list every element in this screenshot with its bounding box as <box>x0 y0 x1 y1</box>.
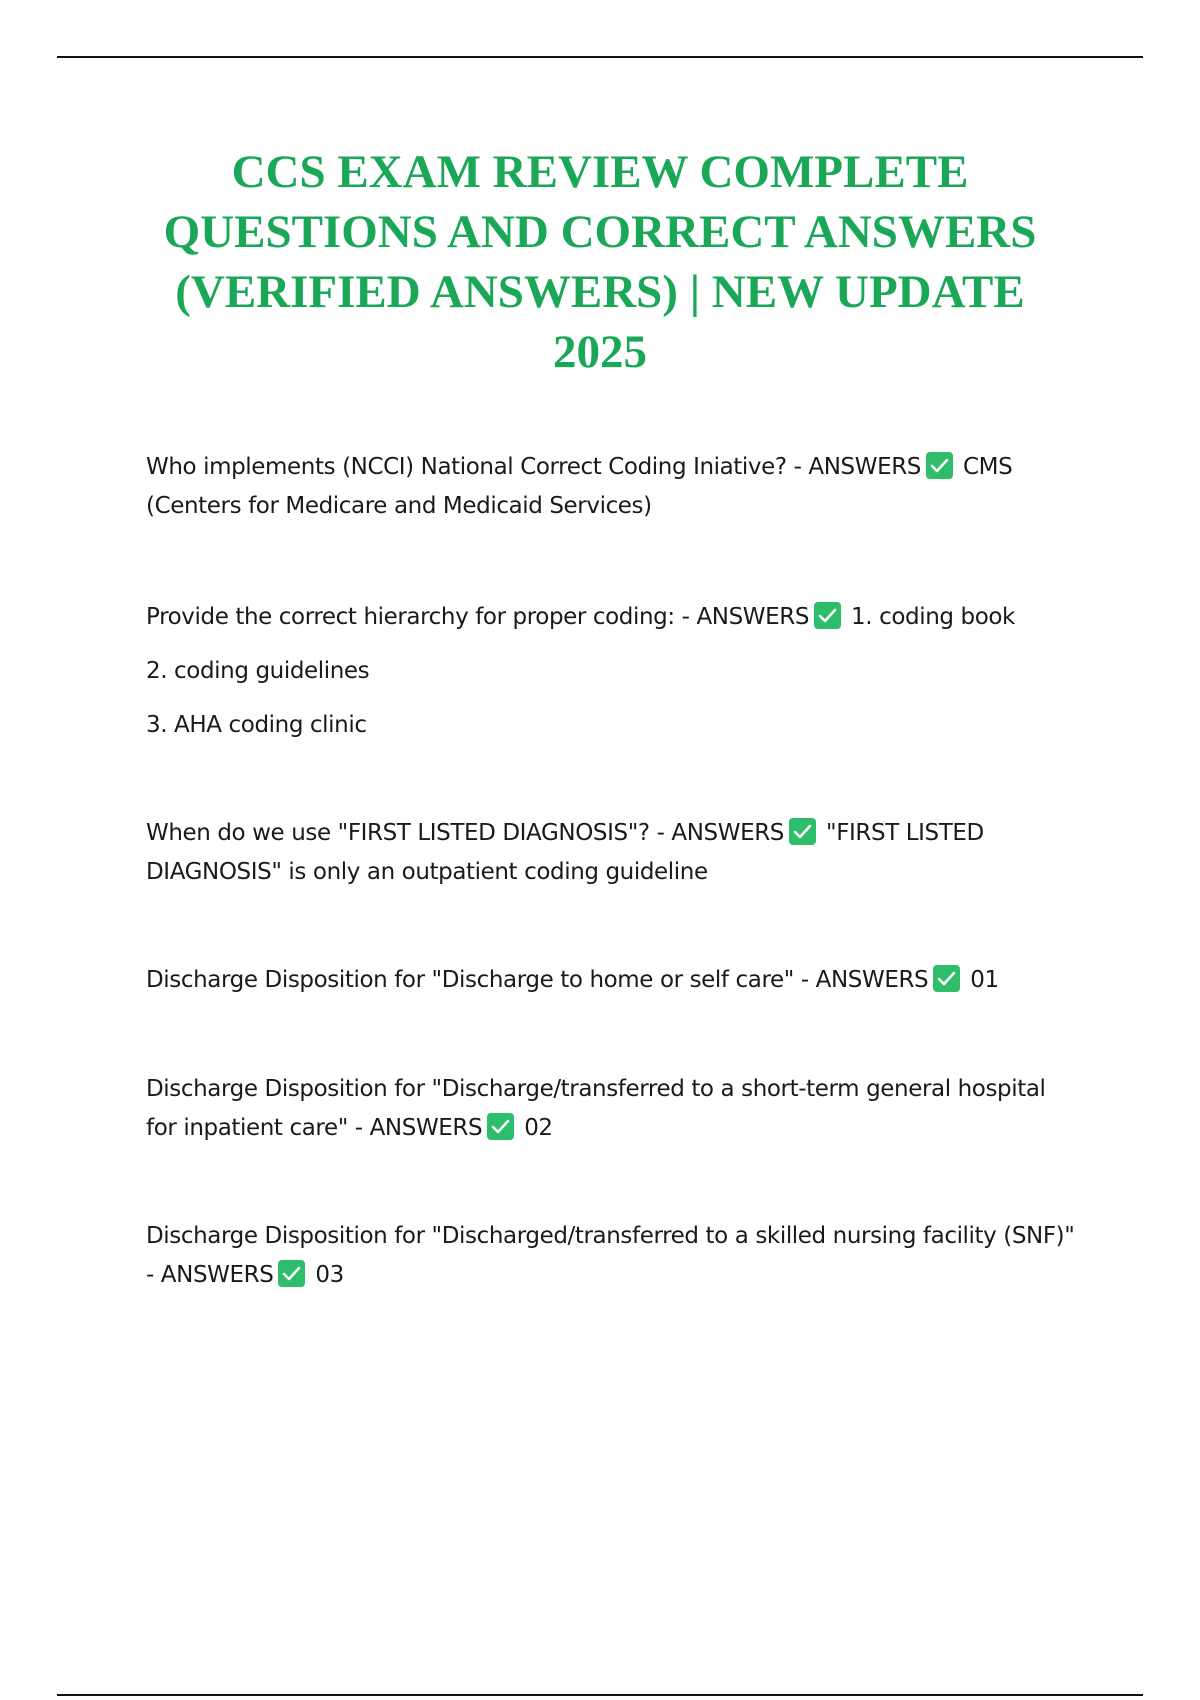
answer-text: "FIRST LISTED DIAGNOSIS" is only an outpatient coding guideline <box>146 820 984 885</box>
answer-text: 1. coding book <box>851 604 1015 630</box>
question-text: Discharge Disposition for "Discharge/transferred to a short-term general hospital for inpatient care" - ANSWERS <box>146 1076 1046 1141</box>
qa-item-5 <box>146 1070 1076 1148</box>
answer-text: 03 <box>315 1262 344 1288</box>
footer-rule <box>57 1694 1143 1696</box>
qa-text <box>146 448 1076 526</box>
check-box-icon <box>926 452 953 479</box>
qa-item-6 <box>146 1217 1076 1295</box>
qa-text <box>146 814 1076 892</box>
title-line-3: (VERIFIED ANSWERS) | NEW UPDATE <box>175 266 1025 318</box>
answer-text: 02 <box>524 1115 553 1141</box>
qa-item-1 <box>146 448 1076 526</box>
document-title <box>150 142 1050 382</box>
question-text: Who implements (NCCI) National Correct Coding Iniative? - ANSWERS <box>146 454 922 480</box>
check-box-icon <box>814 602 841 629</box>
question-text: Provide the correct hierarchy for proper coding: - ANSWERS <box>146 604 810 630</box>
qa-item-3 <box>146 814 1076 892</box>
title-line-2: QUESTIONS AND CORRECT ANSWERS <box>163 206 1037 258</box>
question-text: Discharge Disposition for "Discharge to home or self care" - ANSWERS <box>146 967 929 993</box>
qa-text <box>146 961 1076 1000</box>
qa-item-2 <box>146 598 1076 745</box>
qa-text <box>146 1217 1076 1295</box>
answer-line: 2. coding guidelines <box>146 658 370 684</box>
title-line-4: 2025 <box>553 326 647 378</box>
check-box-icon <box>487 1113 514 1140</box>
question-text: Discharge Disposition for "Discharged/transferred to a skilled nursing facility (SNF)" - ANSWERS <box>146 1223 1075 1288</box>
check-box-icon <box>933 965 960 992</box>
qa-text <box>146 1070 1076 1148</box>
check-box-icon <box>789 818 816 845</box>
answer-line: 3. AHA coding clinic <box>146 712 367 738</box>
answer-text: CMS (Centers for Medicare and Medicaid Services) <box>146 454 1013 519</box>
answer-text: 01 <box>970 967 999 993</box>
check-box-icon <box>278 1260 305 1287</box>
qa-text <box>146 598 1076 637</box>
question-text: When do we use "FIRST LISTED DIAGNOSIS"? - ANSWERS <box>146 820 785 846</box>
qa-item-4 <box>146 961 1076 1000</box>
title-line-1: CCS EXAM REVIEW COMPLETE <box>231 146 969 198</box>
header-rule <box>57 56 1143 58</box>
